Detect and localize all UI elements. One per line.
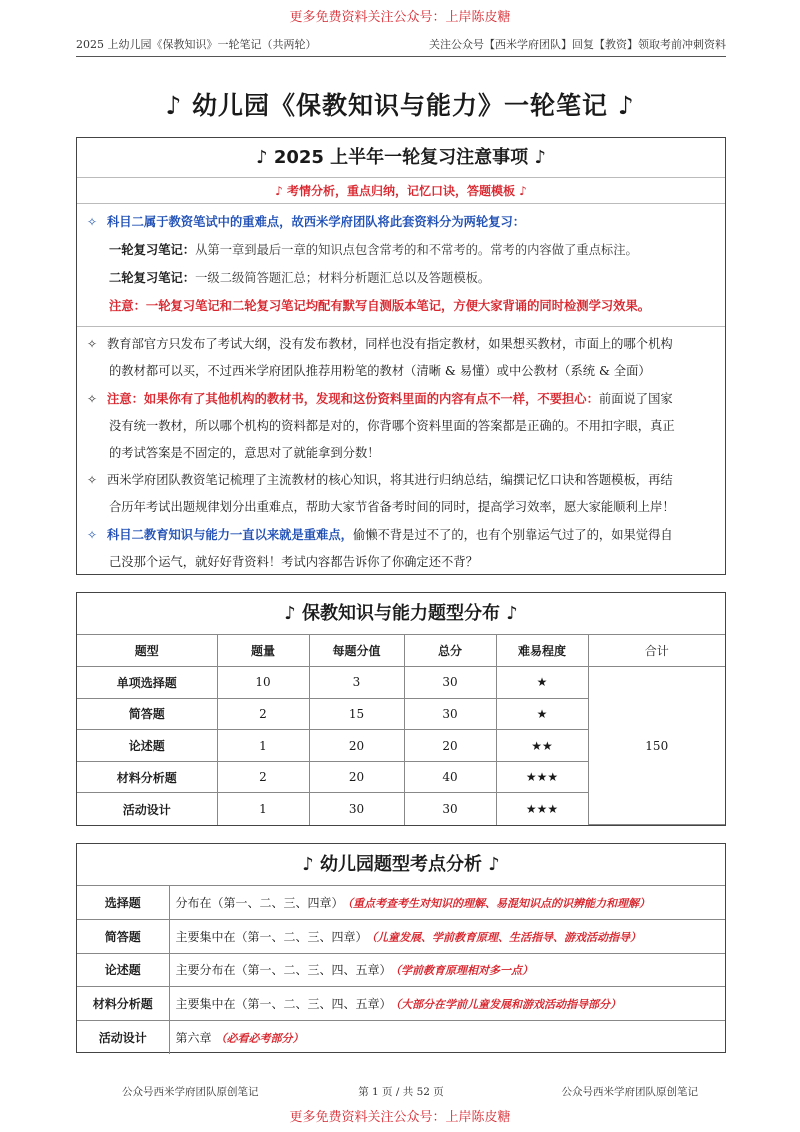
page-header	[76, 36, 726, 57]
notes-lead: 科目二属于教资笔试中的重难点，故西米学府团队将此套资料分为两轮复习：	[107, 214, 526, 229]
table-cell: 材料分析题	[77, 761, 217, 793]
table-cell: 20	[309, 761, 404, 793]
table-cell: 10	[217, 667, 309, 699]
focus-note: （学前教育原理相对多一点）	[395, 964, 534, 978]
notes-text: 教育部官方只发布了考试大纲，没有发布教材，同样也没有指定教材，如果想买教材，市面上的哪个机构	[107, 337, 673, 351]
distribution-table	[77, 635, 725, 825]
table-header-row	[77, 635, 725, 667]
table-cell	[169, 886, 725, 920]
header-left: 2025 上幼儿园《保教知识》一轮笔记（共两轮）	[76, 38, 317, 51]
round2-text: 一级二级简答题汇总；材料分析题汇总以及答题模板。	[195, 271, 491, 285]
total-score: 150	[588, 667, 725, 825]
table-cell: 20	[309, 730, 404, 762]
table-cell: 30	[404, 793, 496, 825]
chapter-distribution: 主要集中在（第一、二、三、四、五章）	[175, 997, 392, 1012]
table-row	[77, 953, 725, 987]
notes-text: 的教材都可以买，不过西米学府团队推荐用粉笔的教材（清晰 & 易懂）或中公教材（系统 & 全面）	[109, 364, 651, 378]
round-note: 注意：一轮复习笔记和二轮复习笔记均配有默写自测版本笔记，方便大家背诵的同时检测学习效果。	[109, 298, 651, 313]
table-cell: 活动设计	[77, 793, 217, 825]
table-header: 题量	[217, 635, 309, 667]
knowledge-point-box	[76, 843, 726, 1053]
table-cell: 单项选择题	[77, 667, 217, 699]
notes-text: 没有统一教材，所以哪个机构的资料都是对的，你背哪个资料里面的答案都是正确的。不用扣字眼，真正	[109, 419, 675, 433]
difficulty-stars: ★★★	[496, 761, 588, 793]
table-cell: 3	[309, 667, 404, 699]
focus-note: （大部分在学前儿童发展和游戏活动指导部分）	[395, 998, 622, 1012]
notes-warning: 注意：如果你有了其他机构的教材书，发现和这份资料里面的内容有点不一样，不要担心：	[107, 391, 599, 406]
notes-section-2	[77, 327, 725, 582]
chapter-distribution: 分布在（第一、二、三、四章）	[175, 896, 344, 911]
page-title: ♪ 幼儿园《保教知识与能力》一轮笔记 ♪	[165, 91, 635, 120]
diamond-icon: ✧	[87, 337, 98, 351]
question-type: 材料分析题	[77, 987, 169, 1021]
focus-note: （儿童发展、学前教育原理、生活指导、游戏活动指导）	[371, 930, 642, 944]
diamond-icon: ✧	[87, 392, 98, 406]
table-cell: 2	[217, 761, 309, 793]
notes-text: 前面说了国家	[598, 392, 673, 406]
table-header: 合计	[588, 635, 725, 667]
table-cell	[169, 920, 725, 954]
diamond-icon: ✧	[87, 473, 98, 487]
difficulty-stars: ★	[496, 667, 588, 699]
chapter-distribution: 主要分布在（第一、二、三、四、五章）	[175, 963, 392, 978]
table-header: 题型	[77, 635, 217, 667]
difficulty-stars: ★★	[496, 730, 588, 762]
question-type: 活动设计	[77, 1020, 169, 1054]
chapter-distribution: 第六章	[175, 1030, 212, 1045]
difficulty-stars: ★★★	[496, 793, 588, 825]
table-row	[77, 920, 725, 954]
notes-emphasis: 科目二教育知识与能力一直以来就是重难点，	[107, 527, 353, 542]
dist-title: ♪ 保教知识与能力题型分布 ♪	[77, 593, 725, 635]
round1-text: 从第一章到最后一章的知识点包含常考的和不常考的。常考的内容做了重点标注。	[195, 243, 638, 257]
notes-text: 偷懒不背是过不了的，也有个别靠运气过了的，如果觉得自	[352, 528, 673, 542]
table-row	[77, 667, 725, 699]
notes-text: 己没那个运气，就好好背资料！考试内容都告诉你了你确定还不背？	[109, 555, 478, 569]
table-row	[77, 987, 725, 1021]
notes-text: 的考试答案是不固定的，意思对了就能拿到分数！	[109, 446, 380, 460]
table-cell: 简答题	[77, 698, 217, 730]
table-cell: 40	[404, 761, 496, 793]
review-notes-box	[76, 137, 726, 575]
question-distribution-box	[76, 592, 726, 826]
notes-text: 合历年考试出题规律划分出重难点，帮助大家节省备考时间的同时，提高学习效率，愿大家能顺利上岸！	[109, 500, 675, 514]
kp-title: ♪ 幼儿园题型考点分析 ♪	[77, 844, 725, 886]
footer-left: 公众号西米学府团队原创笔记	[122, 1086, 259, 1098]
diamond-icon: ✧	[87, 215, 98, 229]
table-row	[77, 886, 725, 920]
bottom-promo-banner: 更多免费资料关注公众号：上岸陈皮糖	[289, 1110, 511, 1125]
table-cell: 1	[217, 730, 309, 762]
chapter-distribution: 主要集中在（第一、二、三、四章）	[175, 929, 368, 944]
table-header: 难易程度	[496, 635, 588, 667]
difficulty-stars: ★	[496, 698, 588, 730]
table-cell: 30	[404, 698, 496, 730]
top-promo-banner: 更多免费资料关注公众号：上岸陈皮糖	[289, 10, 511, 25]
page-number: 第 1 页 / 共 52 页	[358, 1086, 444, 1098]
table-cell	[169, 1020, 725, 1054]
notes-text: 西米学府团队教资笔记梳理了主流教材的核心知识，将其进行归纳总结，编撰记忆口诀和答题模板，再结	[107, 473, 673, 487]
focus-note: （重点考查考生对知识的理解、易混知识点的识辨能力和理解）	[347, 897, 651, 911]
table-cell: 30	[404, 667, 496, 699]
round1-label: 一轮复习笔记：	[109, 242, 196, 257]
notes-section-1	[77, 204, 725, 327]
round2-label: 二轮复习笔记：	[109, 270, 196, 285]
table-cell	[169, 987, 725, 1021]
diamond-icon: ✧	[87, 528, 98, 542]
notes-title: ♪ 2025 上半年一轮复习注意事项 ♪	[77, 138, 725, 178]
focus-note: （必看必考部分）	[215, 1031, 304, 1045]
question-type: 论述题	[77, 953, 169, 987]
question-type: 选择题	[77, 886, 169, 920]
table-cell: 30	[309, 793, 404, 825]
footer-right: 公众号西米学府团队原创笔记	[561, 1086, 698, 1098]
notes-subtitle: ♪ 考情分析，重点归纳，记忆口诀，答题模板 ♪	[77, 178, 725, 204]
table-row	[77, 1020, 725, 1054]
table-cell: 15	[309, 698, 404, 730]
table-cell	[169, 953, 725, 987]
question-type: 简答题	[77, 920, 169, 954]
table-header: 总分	[404, 635, 496, 667]
header-right: 关注公众号【西米学府团队】回复【教资】领取考前冲刺资料	[429, 38, 726, 51]
table-cell: 2	[217, 698, 309, 730]
table-cell: 1	[217, 793, 309, 825]
table-cell: 20	[404, 730, 496, 762]
knowledge-point-table	[77, 886, 725, 1054]
table-cell: 论述题	[77, 730, 217, 762]
table-header: 每题分值	[309, 635, 404, 667]
